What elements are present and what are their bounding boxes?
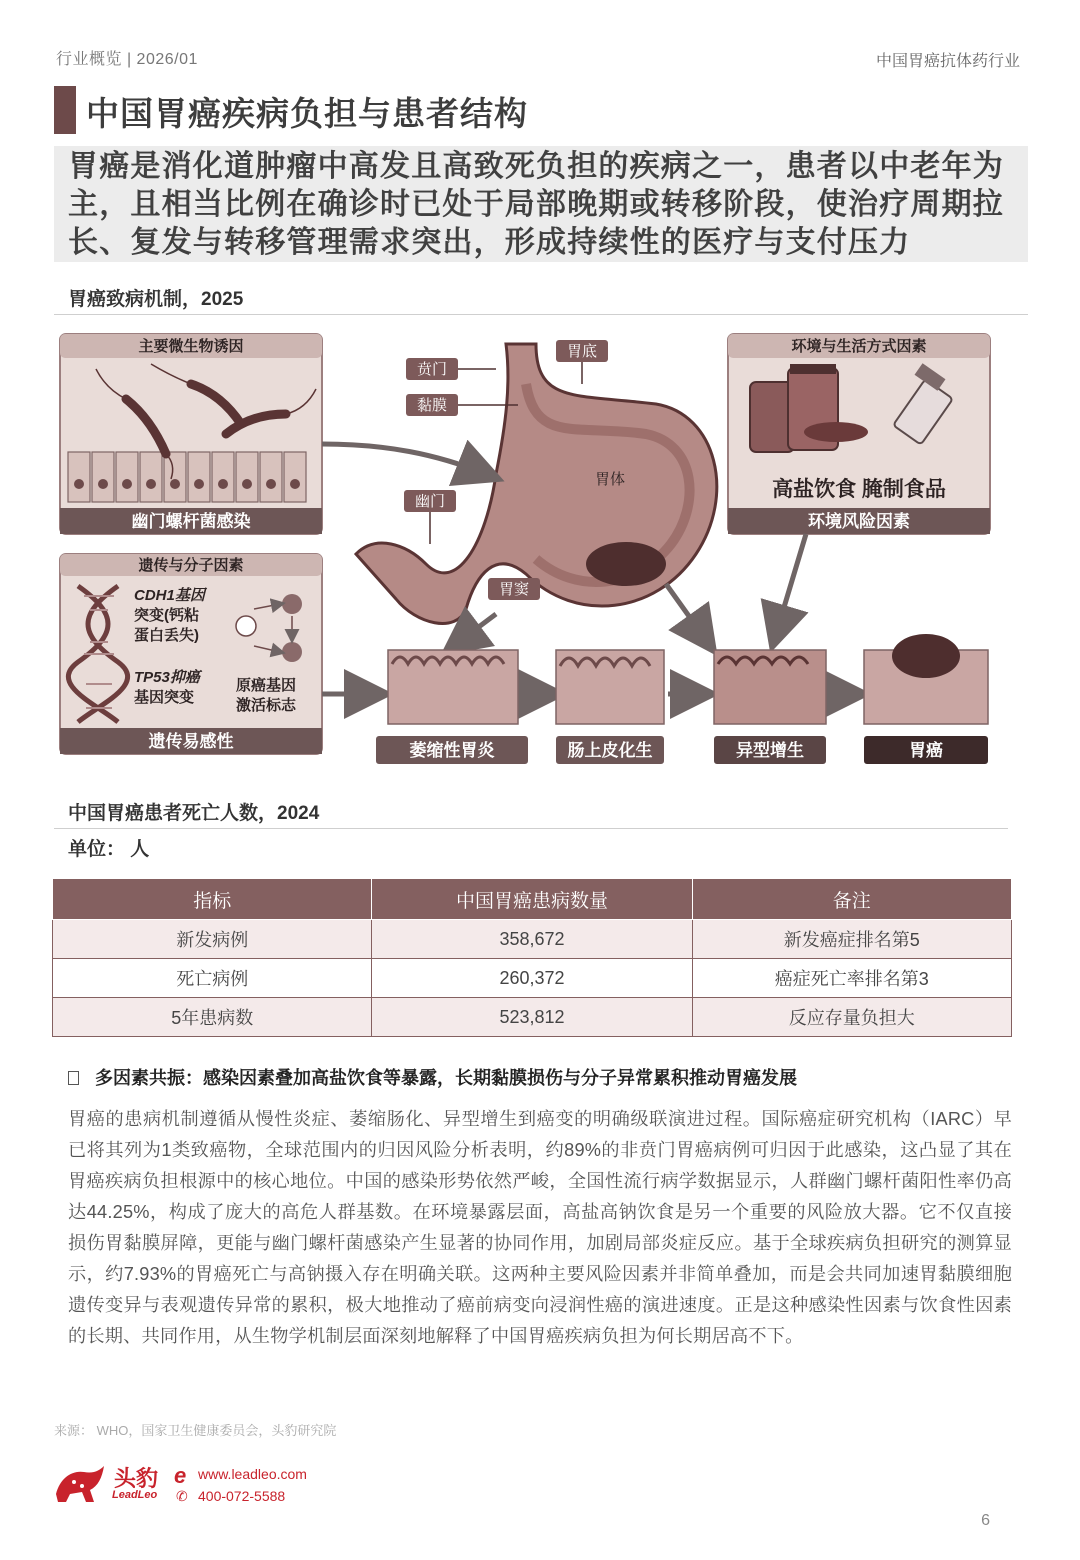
stage-gastric-cancer [864,634,988,764]
environment-risk-text: 高盐饮食 腌制食品 [772,478,946,501]
table-cell: 反应存量负担大 [692,998,1012,1037]
stage3-label: 异型增生 [736,741,804,760]
table-cell: 5年患病数 [53,998,372,1037]
table-row [53,998,1012,1037]
label-pylorus: 幽门 [414,493,446,510]
gene-onco-line2: 激活标志 [236,697,297,714]
table-header-row [53,879,1012,920]
table-unit: 单位： 人 [68,839,150,860]
stage1-label: 萎缩性胃炎 [409,741,495,760]
header-section-date: 行业概览 | 2026/01 [56,51,198,68]
gene-cdh1-line2: 突变(钙粘 [134,607,199,624]
label-fundus: 胃底 [566,343,598,360]
gene-tp53-line2: 基因突变 [134,689,195,706]
table-cell: 260,372 [372,959,692,998]
header-report-name: 中国胃癌抗体药行业 [875,53,1020,70]
table-cell: 新发癌症排名第5 [692,920,1012,959]
figure2-rule [54,828,1008,829]
gene-onco-line1: 原癌基因 [236,677,297,694]
logo-en-text: LeadLeo [112,1489,158,1501]
gene-cdh1-line1: CDH1基因 [134,587,205,604]
stage2-label: 肠上皮化生 [567,741,653,760]
key-finding [68,1064,797,1090]
label-cardia: 贲门 [416,361,448,378]
genetics-panel [60,554,322,754]
source-note: 来源： WHO，国家卫生健康委员会，头豹研究院 [54,1423,337,1438]
environment-panel-title: 环境与生活方式因素 [791,338,927,355]
label-mucosa: 黏膜 [416,397,448,414]
microbe-panel [60,334,322,534]
gene-cdh1-line3: 蛋白丢失) [134,627,199,644]
leopard-logo-icon [54,1464,106,1504]
table-row [53,959,1012,998]
genetics-panel-label: 遗传易感性 [148,732,234,751]
stage-intestinal-metaplasia [556,650,664,764]
leadleo-logo [54,1462,164,1506]
bullet-square-icon [68,1071,79,1085]
table-header-cell: 中国胃癌患病数量 [372,879,692,920]
figure2-title: 中国胃癌患者死亡人数，2024 [68,803,320,824]
table-header-cell: 指标 [53,879,372,920]
stage-atrophic-gastritis [376,650,528,764]
page-number: 6 [981,1512,990,1529]
environment-panel-label: 环境风险因素 [808,512,910,531]
body-paragraph: 胃癌的患病机制遵循从慢性炎症、萎缩肠化、异型增生到癌变的明确级联演进过程。国际癌症研究机构（IARC）早已将其列为1类致癌物，全球范围内的归因风险分析表明，约89%的非贲门胃癌病例可归因于此感染，这凸显了其在胃癌疾病负担根源中的核心地位。中国的感染形势依然严峻，全国性流行病学数据显示，人群幽门螺杆菌阳性率仍高达44.25%，构成了庞大的高危人群基数。在环境暴露层面，高盐高钠饮食是另一个重要的风险放大器。它不仅直接损伤胃黏膜屏障，更能与幽门螺杆菌感染产生显著的协同作用，加剧局部炎症反应。基于全球疾病负担研究的测算显示，约7.93%的胃癌死亡与高钠摄入存在明确关联。这两种主要风险因素并非简单叠加，而是会共同加速胃黏膜细胞遗传变异与表观遗传异常的累积，极大地推动了癌前病变向浸润性癌的演进速度。正是这种感染性因素与饮食性因素的长期、共同作用，从生物学机制层面深刻地解释了中国胃癌疾病负担为何长期居高不下。 [68,1109,1012,1346]
label-antrum: 胃窦 [498,581,530,598]
table-cell: 新发病例 [53,920,372,959]
table-cell: 358,672 [372,920,692,959]
table-cell: 癌症死亡率排名第3 [692,959,1012,998]
page-title: 中国胃癌疾病负担与患者结构 [86,95,528,132]
key-finding-text: 多因素共振：感染因素叠加高盐饮食等暴露，长期黏膜损伤与分子异常累积推动胃癌发展 [95,1068,797,1088]
summary-text: 胃癌是消化道肿瘤中高发且高致死负担的疾病之一，患者以中老年为主，且相当比例在确诊时已处于局部晚期或转移阶段，使治疗周期拉长、复发与转移管理需求突出，形成持续性的医疗与支付压力 [68,150,1004,259]
phone-icon: ✆ [176,1488,188,1504]
label-body: 胃体 [594,471,626,488]
table-header-cell: 备注 [692,879,1012,920]
table-row [53,920,1012,959]
title-accent-bar [54,86,76,134]
table-cell: 523,812 [372,998,692,1037]
microbe-panel-label: 幽门螺杆菌感染 [131,512,251,531]
website-link[interactable]: www.leadleo.com [198,1466,307,1482]
stage4-label: 胃癌 [909,741,943,760]
e-mark-icon: e [174,1463,187,1488]
phone-number: 400-072-5588 [198,1488,286,1504]
genetics-panel-title: 遗传与分子因素 [138,557,244,574]
gene-tp53-line1: TP53抑癌 [134,669,200,686]
pathogenesis-diagram [56,324,1000,768]
table-cell: 死亡病例 [53,959,372,998]
figure1-title: 胃癌致病机制，2025 [68,289,244,310]
figure1-rule [54,314,1028,315]
logo-cn-text: 头豹 [114,1466,159,1491]
stage-dysplasia [714,650,826,764]
environment-panel [728,334,990,534]
summary-box [54,146,1028,262]
patient-data-table [52,878,1012,1037]
microbe-panel-title: 主要微生物诱因 [138,338,244,355]
